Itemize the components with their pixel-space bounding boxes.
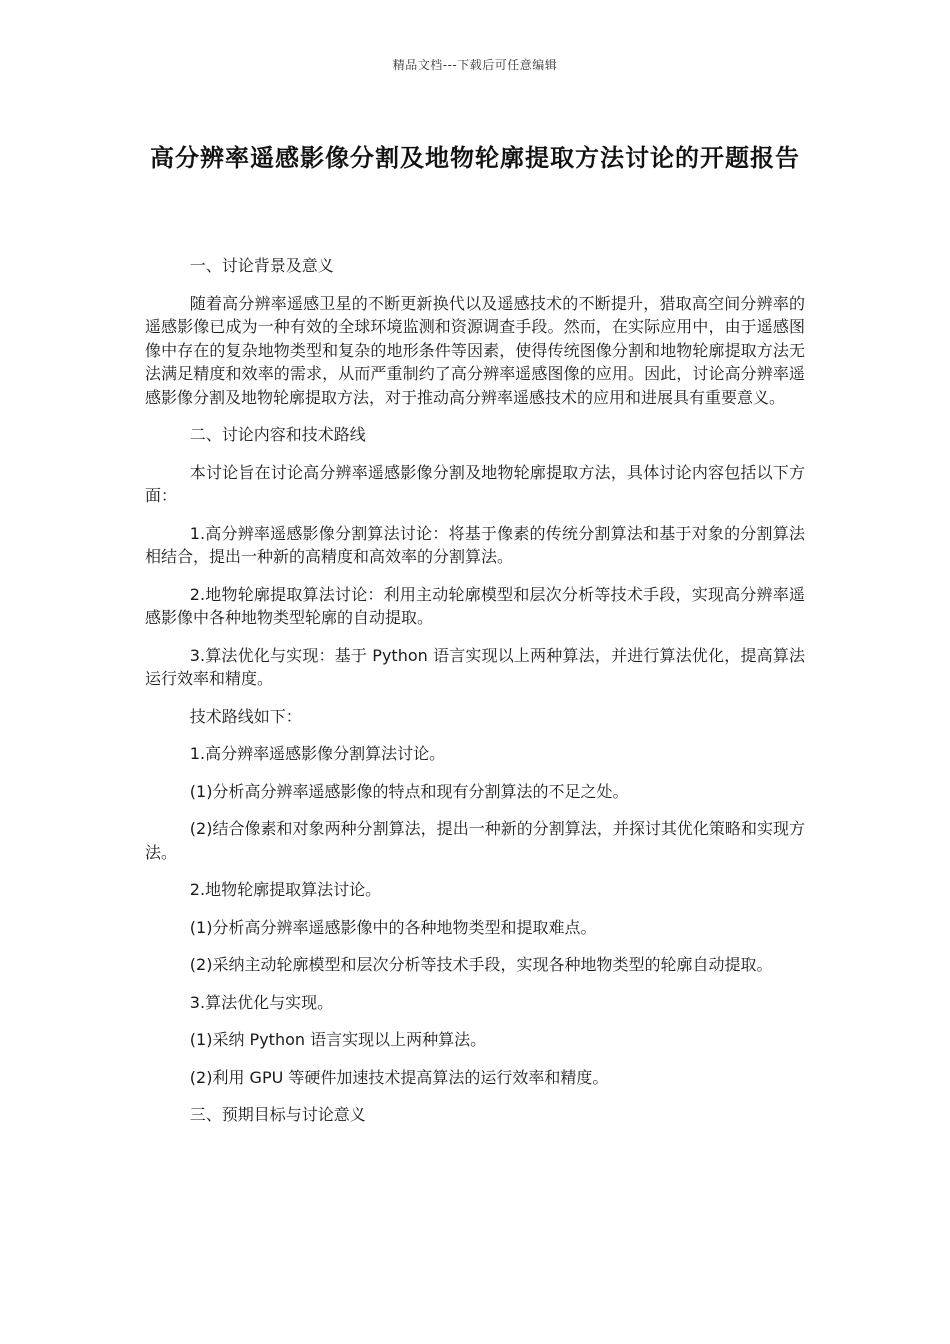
paragraph-content-intro: 本讨论旨在讨论高分辨率遥感影像分割及地物轮廓提取方法，具体讨论内容包括以下方面：	[145, 462, 805, 505]
list-item-route-2: 2.地物轮廓提取算法讨论。	[189, 880, 382, 899]
list-item-route-3-2: (2)利用 GPU 等硬件加速技术提高算法的运行效率和精度。	[189, 1067, 609, 1087]
list-item-route-2-2: (2)采纳主动轮廓模型和层次分析等技术手段，实现各种地物类型的轮廓自动提取。	[189, 955, 773, 974]
list-item-route-3: 3.算法优化与实现。	[189, 992, 334, 1012]
section-heading-background: 一、讨论背景及意义	[189, 256, 334, 275]
section-heading-content: 二、讨论内容和技术路线	[189, 425, 366, 444]
list-item-route-1: 1.高分辨率遥感影像分割算法讨论。	[189, 744, 446, 763]
paragraph-route-intro: 技术路线如下：	[189, 706, 302, 726]
list-item-content-3: 3.算法优化与实现：基于 Python 语言实现以上两种算法，并进行算法优化，提高算法运行效率和精度。	[145, 645, 805, 688]
list-item-content-2: 2.地物轮廓提取算法讨论：利用主动轮廓模型和层次分析等技术手段，实现高分辨率遥感影像中各种地物类型轮廓的自动提取。	[145, 584, 805, 627]
list-item-route-1-2: (2)结合像素和对象两种分割算法，提出一种新的分割算法，并探讨其优化策略和实现方法。	[145, 819, 805, 862]
list-item-route-1-1: (1)分析高分辨率遥感影像的特点和现有分割算法的不足之处。	[189, 781, 629, 801]
header-note: 精品文档---下载后可任意编辑	[392, 58, 558, 72]
section-heading-goals: 三、预期目标与讨论意义	[189, 1105, 366, 1124]
list-item-route-3-1: (1)采纳 Python 语言实现以上两种算法。	[189, 1030, 487, 1049]
list-item-route-2-1: (1)分析高分辨率遥感影像中的各种地物类型和提取难点。	[189, 917, 597, 937]
list-item-content-1: 1.高分辨率遥感影像分割算法讨论：将基于像素的传统分割算法和基于对象的分割算法相结合，提出一种新的高精度和高效率的分割算法。	[145, 523, 805, 566]
paragraph-background: 随着高分辨率遥感卫星的不断更新换代以及遥感技术的不断提升，猎取高空间分辨率的遥感影像已成为一种有效的全球环境监测和资源调查手段。然而，在实际应用中，由于遥感图像中存在的复杂地物类型和复杂的地形条件等因素，使得传统图像分割和地物轮廓提取方法无法满足精度和效率的需求，从而严重制约了高分辨率遥感图像的应用。因此，讨论高分辨率遥感影像分割及地物轮廓提取方法，对于推动高分辨率遥感技术的应用和进展具有重要意义。	[145, 293, 805, 407]
document-body	[145, 254, 805, 1141]
document-title: 高分辨率遥感影像分割及地物轮廓提取方法讨论的开题报告	[150, 144, 800, 172]
